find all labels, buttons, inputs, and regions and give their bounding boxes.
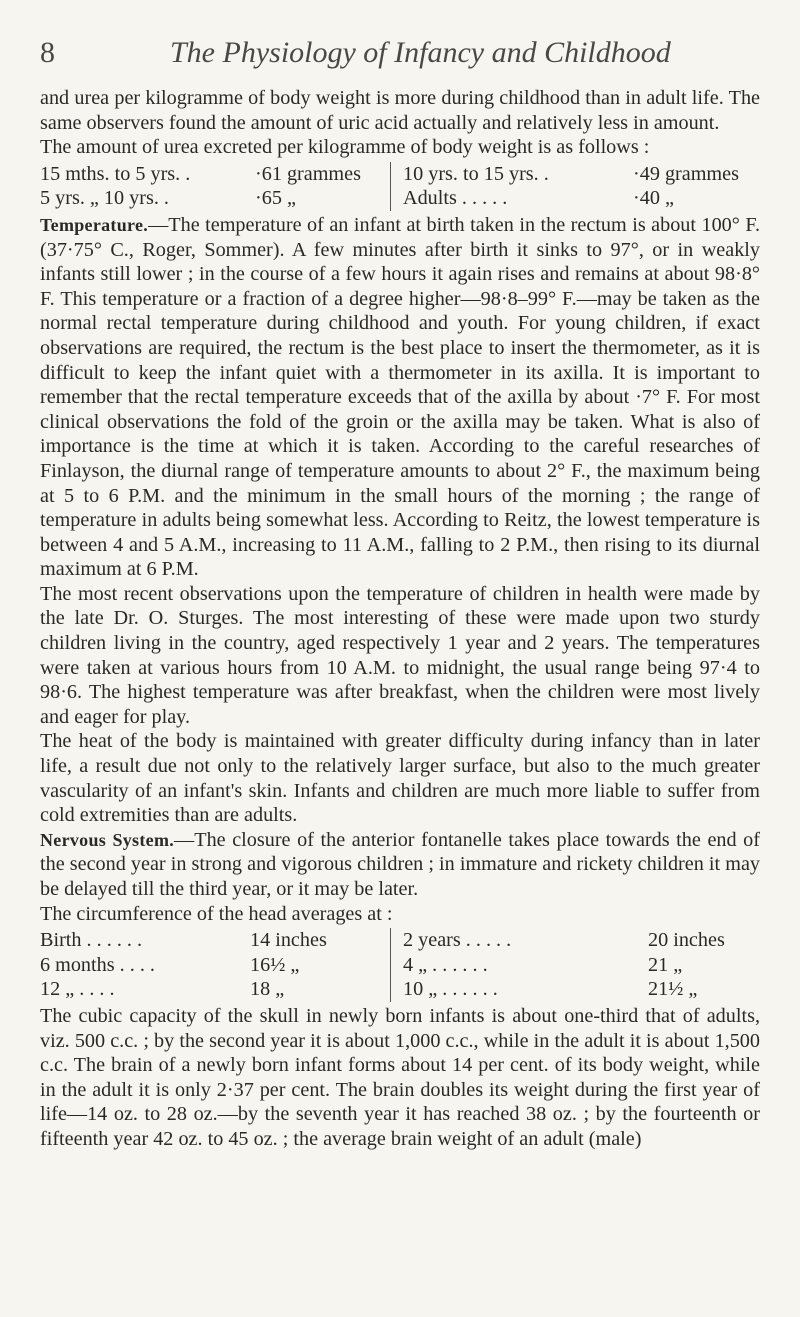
paragraph: The heat of the body is maintained with greater difficulty during infancy than in later life, a result due not only to the relatively larger surface, but also to the much greater vascularity of an infant's skin. Infants and children are much more liable to suffer from cold extremities than are adults. <box>40 730 760 827</box>
paragraph: The most recent observations upon the temperature of children in health were made by the late Dr. O. Sturges. The most interesting of these were made upon two sturdy children living in the country, aged respectively 1 year and 2 years. The temperatures were taken at various hours from 10 A.M. to midnight, the usual range being 97·4 to 98·6. The highest temperature was after breakfast, when the children were most lively and eager for play. <box>40 582 760 728</box>
table-cell: ·49 grammes <box>633 162 739 185</box>
table-row <box>40 953 760 978</box>
urea-table <box>40 162 760 211</box>
paragraph: The circumference of the head averages at : <box>40 902 393 925</box>
table-cell: ·61 grammes <box>255 162 361 185</box>
section-heading: Temperature. <box>40 214 149 235</box>
table-cell: 10 yrs. to 15 yrs. . <box>391 162 634 187</box>
paragraph: and urea per kilogramme of body weight is more during childhood than in adult life. The same observers found the amount of uric acid actually and relatively less in amount. <box>40 87 760 134</box>
paragraph-text: —The closure of the anterior fontanelle takes place towards the end of the second year in strong and vigorous children ; in immature and rickety children it may be delayed till the third year, or it may be later. <box>40 828 760 900</box>
table-cell: Birth . . . . . . <box>40 929 143 952</box>
table-cell: ·65 „ <box>255 187 296 210</box>
table-row <box>40 162 760 187</box>
table-cell: 10 „ . . . . . . <box>391 977 649 1002</box>
head-circumference-table <box>40 928 760 1002</box>
section-heading: Nervous System. <box>40 829 175 850</box>
paragraph <box>40 213 760 582</box>
table-cell: 5 yrs. „ 10 yrs. . <box>40 187 169 210</box>
table-cell: 20 inches <box>648 929 725 952</box>
table-cell: 21½ „ <box>648 978 698 1001</box>
table-cell: 14 inches <box>250 929 327 952</box>
table-cell: Adults . . . . . <box>391 186 634 211</box>
table-row <box>40 977 760 1002</box>
table-cell: ·40 „ <box>633 187 674 210</box>
paragraph-text: —The temperature of an infant at birth taken in the rectum is about 100° F. (37·75° C., Roger, Sommer). A few minutes after birth it sinks to 97°, or in weakly infants still lower ; in the course of a few hours it again rises and remains at about 98·8° F. This temperature or a fraction of a degree higher—98·8–99° F.—may be taken as the normal rectal temperature during childhood and youth. For young children, if exact observations are required, the rectum is the best place to insert the thermometer, as it is difficult to keep the infant quiet with a thermometer in its axilla. It is important to remember that the rectal temperature exceeds that of the axilla by about ·7° F. For most clinical observations the fold of the groin or the axilla may be taken. What is also of importance is the time at which it is taken. According to the careful researches of Finlayson, the diurnal range of temperature amounts to about 2° F., the maximum being at 5 to 6 P.M. and the minimum in the small hours of the morning ; the range of temperature in adults being somewhat less. According to Reitz, the lowest temperature is between 4 and 5 A.M., increasing to 11 A.M., falling to 2 P.M., then rising to its diurnal maximum at 6 P.M. <box>40 213 760 581</box>
paragraph: The cubic capacity of the skull in newly born infants is about one-third that of adults, viz. 500 c.c. ; by the second year it is about 1,000 c.c., while in the adult it is about 1,500 c.c. The brain of a newly born infant forms about 14 per cent. of its body weight, while in the adult it is only 2·37 per cent. The brain doubles its weight during the first year of life—14 oz. to 28 oz.—by the seventh year it has reached 38 oz. ; by the fourteenth or fifteenth year 42 oz. to 45 oz. ; the average brain weight of an adult (male) <box>40 1004 760 1150</box>
table-cell: 2 years . . . . . <box>391 928 649 953</box>
table-row <box>40 928 760 953</box>
table-cell: 15 mths. to 5 yrs. . <box>40 162 191 185</box>
page-number: 8 <box>40 36 55 69</box>
table-cell: 6 months . . . . <box>40 953 155 976</box>
body-text <box>40 86 760 1152</box>
table-cell: 16½ „ <box>250 953 300 976</box>
table-row <box>40 186 760 211</box>
page-header <box>40 36 760 76</box>
table-cell: 12 „ . . . . <box>40 978 115 1001</box>
paragraph <box>40 828 760 902</box>
running-title: The Physiology of Infancy and Childhood <box>170 36 671 69</box>
table-cell: 18 „ <box>250 978 285 1001</box>
table-cell: 4 „ . . . . . . <box>391 953 649 978</box>
paragraph: The amount of urea excreted per kilogramme of body weight is as follows : <box>40 136 650 159</box>
table-cell: 21 „ <box>648 953 683 976</box>
